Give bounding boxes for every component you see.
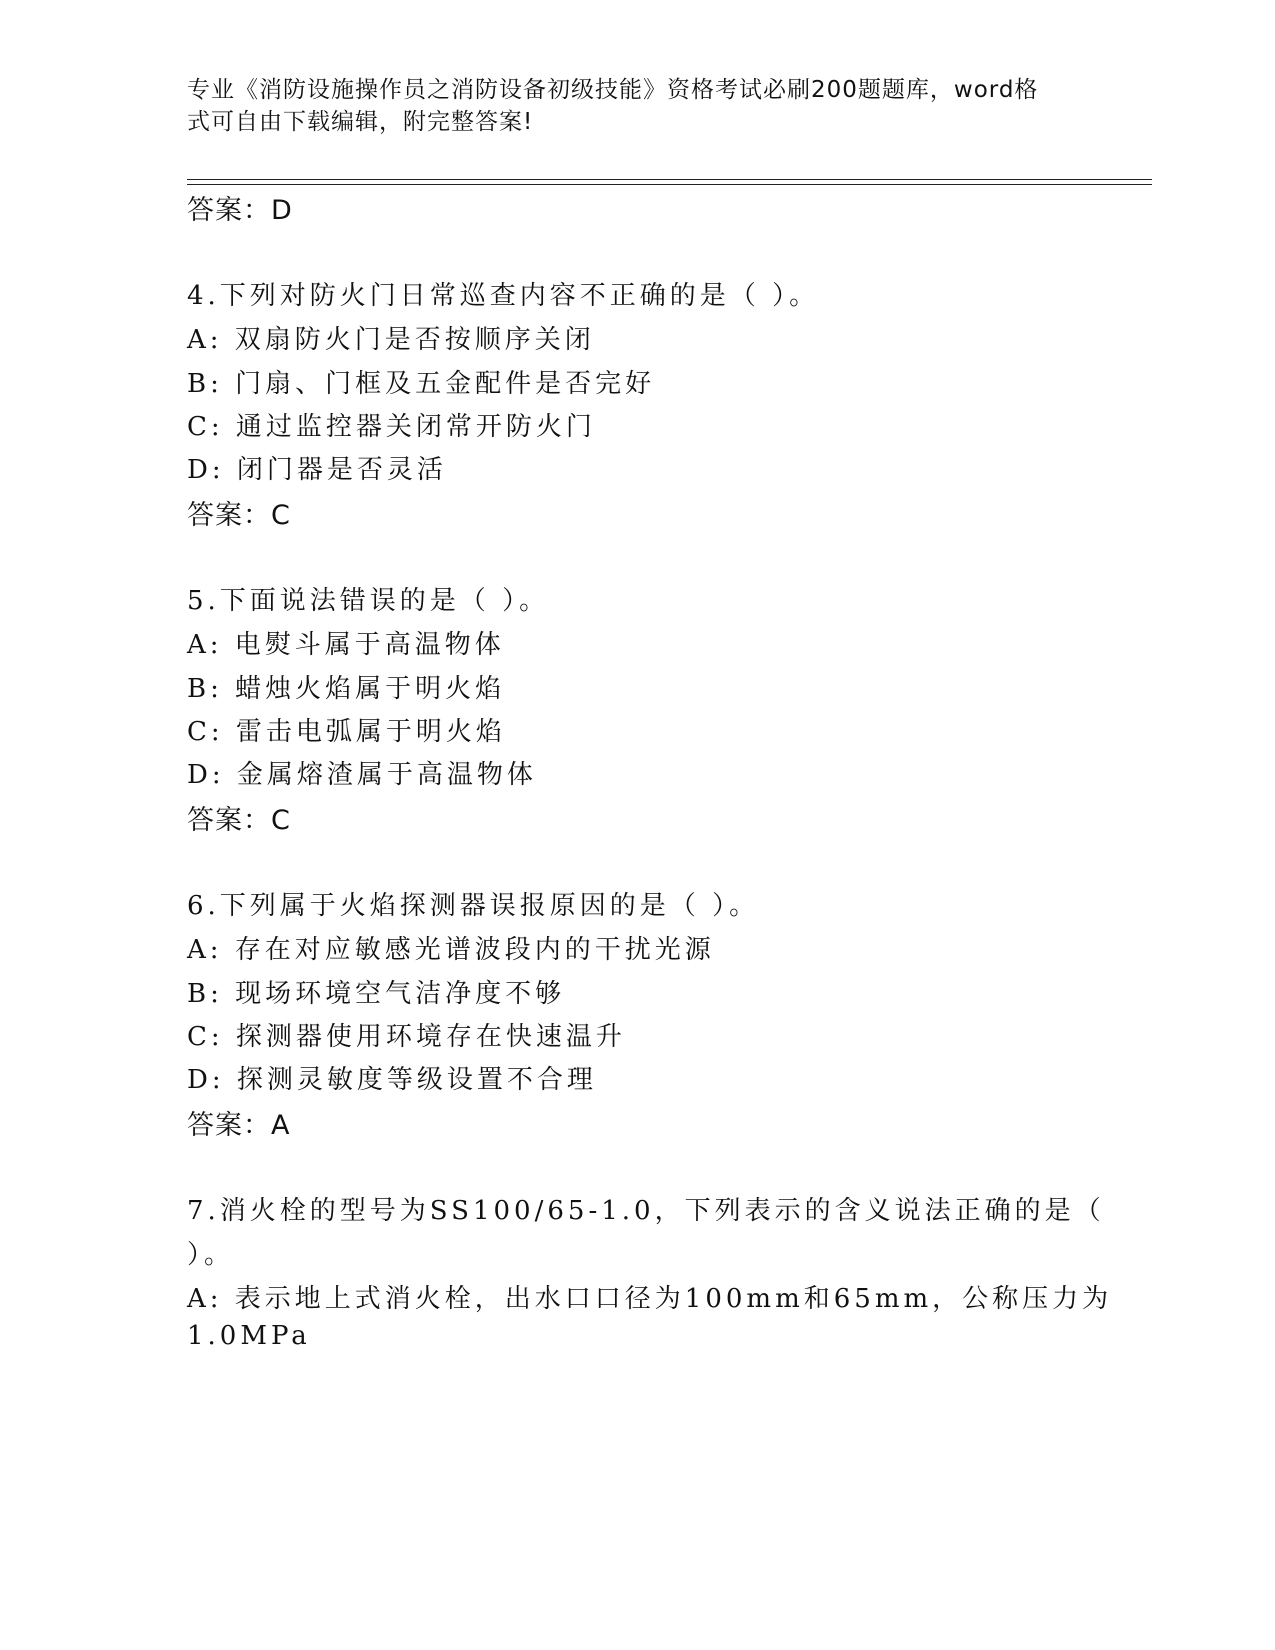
option-d: D: 金属熔渣属于高温物体 [187,760,537,790]
option-d: D: 闭门器是否灵活 [187,455,447,485]
option-b: B: 门扇、门框及五金配件是否完好 [187,369,656,399]
option-c: C: 探测器使用环境存在快速温升 [187,1022,626,1052]
header-divider-top [187,179,1152,180]
answer-label: 答案：C [187,500,291,531]
answer-label: 答案：A [187,1110,291,1141]
question-title: 6.下列属于火焰探测器误报原因的是（ ）。 [187,891,760,921]
document-header [187,74,1067,138]
option-a: A: 双扇防火门是否按顺序关闭 [187,325,595,355]
option-d: D: 探测灵敏度等级设置不合理 [187,1065,597,1095]
question-title: 4.下列对防火门日常巡查内容不正确的是（ ）。 [187,281,820,311]
header-divider-bottom [187,184,1152,185]
answer-label: 答案：C [187,805,291,836]
option-b: B: 现场环境空气洁净度不够 [187,979,566,1009]
question-title-line-1: 7.消火栓的型号为SS100/65-1.0，下列表示的含义说法正确的是（ [187,1196,1105,1226]
option-a: A: 存在对应敏感光谱波段内的干扰光源 [187,935,715,965]
option-a-line-2: 1.0MPa [187,1321,311,1351]
question-title: 5.下面说法错误的是（ ）。 [187,586,550,616]
answer-label: 答案：D [187,195,293,226]
question-title-line-2: ）。 [187,1240,235,1270]
option-c: C: 通过监控器关闭常开防火门 [187,412,596,442]
header-line-1: 专业《消防设施操作员之消防设备初级技能》资格考试必刷200题题库，word格 [187,77,1039,103]
option-a: A: 电熨斗属于高温物体 [187,630,505,660]
option-b: B: 蜡烛火焰属于明火焰 [187,674,506,704]
option-c: C: 雷击电弧属于明火焰 [187,717,506,747]
option-a-line-1: A: 表示地上式消火栓，出水口口径为100mm和65mm，公称压力为 [187,1284,1113,1314]
header-line-2: 式可自由下载编辑，附完整答案! [187,109,534,135]
